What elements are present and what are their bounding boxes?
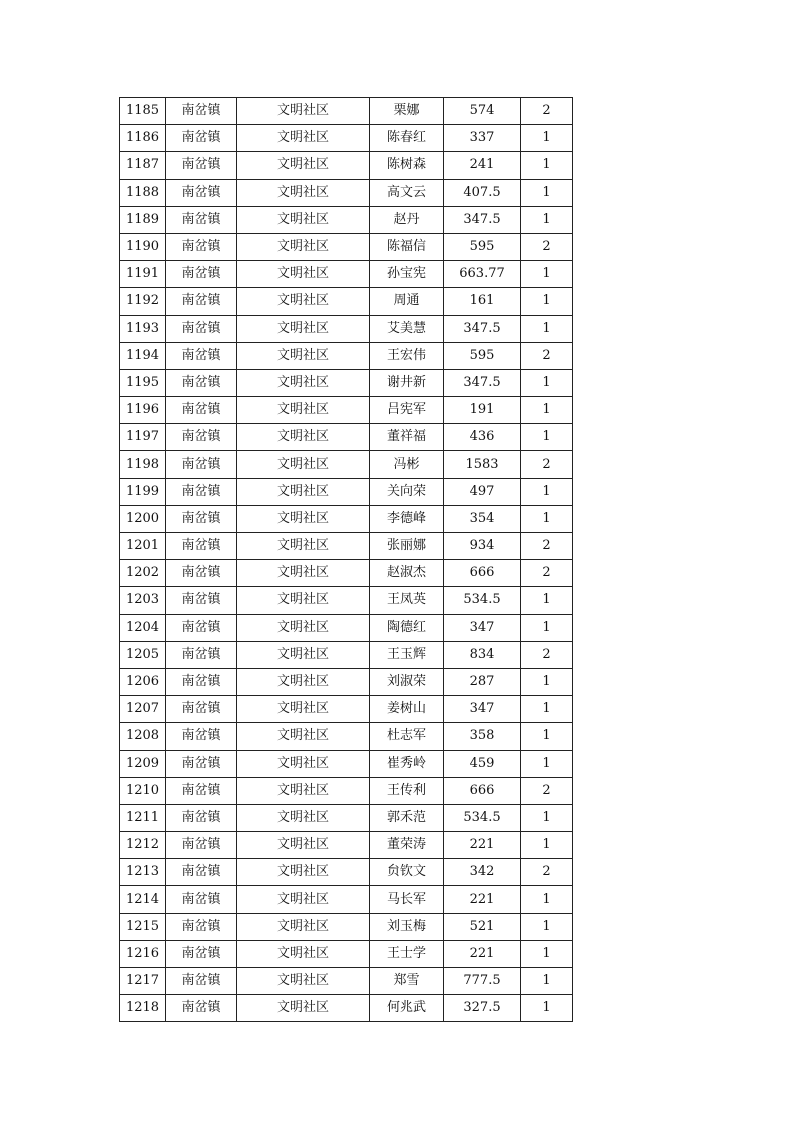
count-cell: 1 <box>521 614 573 641</box>
name-cell: 王凤英 <box>370 587 444 614</box>
town-cell: 南岔镇 <box>166 342 237 369</box>
row-number-cell: 1215 <box>120 913 166 940</box>
row-number-cell: 1191 <box>120 261 166 288</box>
town-cell: 南岔镇 <box>166 125 237 152</box>
count-cell: 2 <box>521 533 573 560</box>
table-row <box>120 152 573 179</box>
name-cell: 刘玉梅 <box>370 913 444 940</box>
town-cell: 南岔镇 <box>166 587 237 614</box>
count-cell: 2 <box>521 641 573 668</box>
name-cell: 马长军 <box>370 886 444 913</box>
amount-cell: 347.5 <box>444 315 521 342</box>
community-cell: 文明社区 <box>237 560 370 587</box>
community-cell: 文明社区 <box>237 641 370 668</box>
count-cell: 1 <box>521 261 573 288</box>
table-row <box>120 397 573 424</box>
name-cell: 郭禾范 <box>370 804 444 831</box>
town-cell: 南岔镇 <box>166 315 237 342</box>
name-cell: 杜志军 <box>370 723 444 750</box>
table-row <box>120 832 573 859</box>
name-cell: 王玉辉 <box>370 641 444 668</box>
amount-cell: 834 <box>444 641 521 668</box>
count-cell: 1 <box>521 668 573 695</box>
town-cell: 南岔镇 <box>166 804 237 831</box>
community-cell: 文明社区 <box>237 832 370 859</box>
row-number-cell: 1208 <box>120 723 166 750</box>
name-cell: 陈福信 <box>370 233 444 260</box>
amount-cell: 595 <box>444 342 521 369</box>
row-number-cell: 1185 <box>120 98 166 125</box>
count-cell: 1 <box>521 315 573 342</box>
community-cell: 文明社区 <box>237 886 370 913</box>
count-cell: 1 <box>521 505 573 532</box>
row-number-cell: 1186 <box>120 125 166 152</box>
table-row <box>120 641 573 668</box>
community-cell: 文明社区 <box>237 451 370 478</box>
community-cell: 文明社区 <box>237 859 370 886</box>
table-row <box>120 342 573 369</box>
town-cell: 南岔镇 <box>166 397 237 424</box>
table-row <box>120 233 573 260</box>
town-cell: 南岔镇 <box>166 859 237 886</box>
community-cell: 文明社区 <box>237 750 370 777</box>
count-cell: 1 <box>521 804 573 831</box>
count-cell: 1 <box>521 369 573 396</box>
amount-cell: 191 <box>444 397 521 424</box>
row-number-cell: 1213 <box>120 859 166 886</box>
amount-cell: 354 <box>444 505 521 532</box>
table-row <box>120 913 573 940</box>
name-cell: 何兆武 <box>370 995 444 1022</box>
table-row <box>120 668 573 695</box>
table-row <box>120 98 573 125</box>
community-cell: 文明社区 <box>237 288 370 315</box>
town-cell: 南岔镇 <box>166 750 237 777</box>
amount-cell: 347.5 <box>444 206 521 233</box>
table-row <box>120 886 573 913</box>
records-table <box>119 97 573 1022</box>
town-cell: 南岔镇 <box>166 152 237 179</box>
amount-cell: 934 <box>444 533 521 560</box>
table-row <box>120 995 573 1022</box>
row-number-cell: 1200 <box>120 505 166 532</box>
name-cell: 吕宪军 <box>370 397 444 424</box>
name-cell: 董祥福 <box>370 424 444 451</box>
name-cell: 刘淑荣 <box>370 668 444 695</box>
community-cell: 文明社区 <box>237 777 370 804</box>
records-table-body <box>120 98 573 1022</box>
amount-cell: 436 <box>444 424 521 451</box>
town-cell: 南岔镇 <box>166 968 237 995</box>
name-cell: 李德峰 <box>370 505 444 532</box>
table-row <box>120 614 573 641</box>
amount-cell: 221 <box>444 940 521 967</box>
town-cell: 南岔镇 <box>166 478 237 505</box>
count-cell: 1 <box>521 397 573 424</box>
row-number-cell: 1199 <box>120 478 166 505</box>
name-cell: 周通 <box>370 288 444 315</box>
name-cell: 冯彬 <box>370 451 444 478</box>
name-cell: 董荣涛 <box>370 832 444 859</box>
count-cell: 1 <box>521 424 573 451</box>
community-cell: 文明社区 <box>237 723 370 750</box>
amount-cell: 595 <box>444 233 521 260</box>
name-cell: 王宏伟 <box>370 342 444 369</box>
town-cell: 南岔镇 <box>166 995 237 1022</box>
amount-cell: 534.5 <box>444 587 521 614</box>
row-number-cell: 1189 <box>120 206 166 233</box>
count-cell: 1 <box>521 723 573 750</box>
table-row <box>120 560 573 587</box>
town-cell: 南岔镇 <box>166 641 237 668</box>
community-cell: 文明社区 <box>237 315 370 342</box>
amount-cell: 287 <box>444 668 521 695</box>
row-number-cell: 1194 <box>120 342 166 369</box>
count-cell: 1 <box>521 587 573 614</box>
community-cell: 文明社区 <box>237 98 370 125</box>
amount-cell: 663.77 <box>444 261 521 288</box>
amount-cell: 534.5 <box>444 804 521 831</box>
community-cell: 文明社区 <box>237 369 370 396</box>
row-number-cell: 1207 <box>120 696 166 723</box>
row-number-cell: 1211 <box>120 804 166 831</box>
town-cell: 南岔镇 <box>166 179 237 206</box>
row-number-cell: 1190 <box>120 233 166 260</box>
count-cell: 2 <box>521 777 573 804</box>
row-number-cell: 1214 <box>120 886 166 913</box>
count-cell: 1 <box>521 995 573 1022</box>
row-number-cell: 1206 <box>120 668 166 695</box>
count-cell: 2 <box>521 560 573 587</box>
amount-cell: 221 <box>444 832 521 859</box>
amount-cell: 327.5 <box>444 995 521 1022</box>
table-row <box>120 315 573 342</box>
town-cell: 南岔镇 <box>166 533 237 560</box>
town-cell: 南岔镇 <box>166 940 237 967</box>
amount-cell: 241 <box>444 152 521 179</box>
community-cell: 文明社区 <box>237 940 370 967</box>
town-cell: 南岔镇 <box>166 777 237 804</box>
count-cell: 1 <box>521 940 573 967</box>
count-cell: 1 <box>521 206 573 233</box>
community-cell: 文明社区 <box>237 696 370 723</box>
community-cell: 文明社区 <box>237 342 370 369</box>
name-cell: 栗娜 <box>370 98 444 125</box>
community-cell: 文明社区 <box>237 206 370 233</box>
table-row <box>120 261 573 288</box>
community-cell: 文明社区 <box>237 261 370 288</box>
amount-cell: 407.5 <box>444 179 521 206</box>
count-cell: 1 <box>521 288 573 315</box>
table-row <box>120 424 573 451</box>
amount-cell: 777.5 <box>444 968 521 995</box>
count-cell: 1 <box>521 696 573 723</box>
town-cell: 南岔镇 <box>166 560 237 587</box>
name-cell: 孙宝宪 <box>370 261 444 288</box>
table-row <box>120 968 573 995</box>
community-cell: 文明社区 <box>237 505 370 532</box>
table-row <box>120 505 573 532</box>
community-cell: 文明社区 <box>237 397 370 424</box>
count-cell: 1 <box>521 750 573 777</box>
amount-cell: 574 <box>444 98 521 125</box>
count-cell: 2 <box>521 859 573 886</box>
amount-cell: 342 <box>444 859 521 886</box>
row-number-cell: 1198 <box>120 451 166 478</box>
town-cell: 南岔镇 <box>166 696 237 723</box>
count-cell: 1 <box>521 152 573 179</box>
town-cell: 南岔镇 <box>166 723 237 750</box>
community-cell: 文明社区 <box>237 668 370 695</box>
table-row <box>120 288 573 315</box>
amount-cell: 221 <box>444 886 521 913</box>
amount-cell: 497 <box>444 478 521 505</box>
town-cell: 南岔镇 <box>166 886 237 913</box>
community-cell: 文明社区 <box>237 804 370 831</box>
amount-cell: 347 <box>444 696 521 723</box>
row-number-cell: 1196 <box>120 397 166 424</box>
row-number-cell: 1217 <box>120 968 166 995</box>
amount-cell: 1583 <box>444 451 521 478</box>
row-number-cell: 1210 <box>120 777 166 804</box>
community-cell: 文明社区 <box>237 125 370 152</box>
name-cell: 关向荣 <box>370 478 444 505</box>
town-cell: 南岔镇 <box>166 505 237 532</box>
amount-cell: 347.5 <box>444 369 521 396</box>
table-row <box>120 451 573 478</box>
name-cell: 陈树森 <box>370 152 444 179</box>
amount-cell: 521 <box>444 913 521 940</box>
town-cell: 南岔镇 <box>166 288 237 315</box>
table-row <box>120 859 573 886</box>
table-row <box>120 696 573 723</box>
amount-cell: 358 <box>444 723 521 750</box>
community-cell: 文明社区 <box>237 152 370 179</box>
table-row <box>120 478 573 505</box>
count-cell: 2 <box>521 342 573 369</box>
row-number-cell: 1203 <box>120 587 166 614</box>
row-number-cell: 1188 <box>120 179 166 206</box>
name-cell: 陶德红 <box>370 614 444 641</box>
amount-cell: 337 <box>444 125 521 152</box>
town-cell: 南岔镇 <box>166 261 237 288</box>
town-cell: 南岔镇 <box>166 206 237 233</box>
amount-cell: 666 <box>444 560 521 587</box>
community-cell: 文明社区 <box>237 614 370 641</box>
count-cell: 1 <box>521 913 573 940</box>
count-cell: 1 <box>521 179 573 206</box>
row-number-cell: 1201 <box>120 533 166 560</box>
name-cell: 高文云 <box>370 179 444 206</box>
amount-cell: 347 <box>444 614 521 641</box>
community-cell: 文明社区 <box>237 533 370 560</box>
row-number-cell: 1202 <box>120 560 166 587</box>
town-cell: 南岔镇 <box>166 832 237 859</box>
row-number-cell: 1212 <box>120 832 166 859</box>
community-cell: 文明社区 <box>237 478 370 505</box>
name-cell: 张丽娜 <box>370 533 444 560</box>
community-cell: 文明社区 <box>237 233 370 260</box>
count-cell: 1 <box>521 832 573 859</box>
name-cell: 艾美慧 <box>370 315 444 342</box>
name-cell: 王传利 <box>370 777 444 804</box>
row-number-cell: 1195 <box>120 369 166 396</box>
count-cell: 1 <box>521 478 573 505</box>
row-number-cell: 1187 <box>120 152 166 179</box>
town-cell: 南岔镇 <box>166 451 237 478</box>
town-cell: 南岔镇 <box>166 614 237 641</box>
town-cell: 南岔镇 <box>166 424 237 451</box>
name-cell: 谢井新 <box>370 369 444 396</box>
row-number-cell: 1216 <box>120 940 166 967</box>
row-number-cell: 1204 <box>120 614 166 641</box>
amount-cell: 666 <box>444 777 521 804</box>
community-cell: 文明社区 <box>237 179 370 206</box>
name-cell: 姜树山 <box>370 696 444 723</box>
community-cell: 文明社区 <box>237 995 370 1022</box>
table-row <box>120 723 573 750</box>
name-cell: 陈春红 <box>370 125 444 152</box>
count-cell: 1 <box>521 125 573 152</box>
row-number-cell: 1197 <box>120 424 166 451</box>
community-cell: 文明社区 <box>237 968 370 995</box>
table-row <box>120 777 573 804</box>
name-cell: 赵丹 <box>370 206 444 233</box>
table-row <box>120 750 573 777</box>
count-cell: 1 <box>521 968 573 995</box>
count-cell: 2 <box>521 451 573 478</box>
table-row <box>120 125 573 152</box>
community-cell: 文明社区 <box>237 913 370 940</box>
name-cell: 赵淑杰 <box>370 560 444 587</box>
town-cell: 南岔镇 <box>166 668 237 695</box>
community-cell: 文明社区 <box>237 424 370 451</box>
row-number-cell: 1193 <box>120 315 166 342</box>
count-cell: 2 <box>521 233 573 260</box>
table-row <box>120 940 573 967</box>
table-row <box>120 804 573 831</box>
row-number-cell: 1218 <box>120 995 166 1022</box>
amount-cell: 161 <box>444 288 521 315</box>
name-cell: 郑雪 <box>370 968 444 995</box>
community-cell: 文明社区 <box>237 587 370 614</box>
table-row <box>120 206 573 233</box>
table-row <box>120 587 573 614</box>
town-cell: 南岔镇 <box>166 98 237 125</box>
name-cell: 王士学 <box>370 940 444 967</box>
amount-cell: 459 <box>444 750 521 777</box>
name-cell: 崔秀岭 <box>370 750 444 777</box>
table-row <box>120 533 573 560</box>
count-cell: 2 <box>521 98 573 125</box>
count-cell: 1 <box>521 886 573 913</box>
table-row <box>120 369 573 396</box>
row-number-cell: 1205 <box>120 641 166 668</box>
town-cell: 南岔镇 <box>166 233 237 260</box>
row-number-cell: 1209 <box>120 750 166 777</box>
table-row <box>120 179 573 206</box>
town-cell: 南岔镇 <box>166 369 237 396</box>
name-cell: 贠钦文 <box>370 859 444 886</box>
town-cell: 南岔镇 <box>166 913 237 940</box>
row-number-cell: 1192 <box>120 288 166 315</box>
